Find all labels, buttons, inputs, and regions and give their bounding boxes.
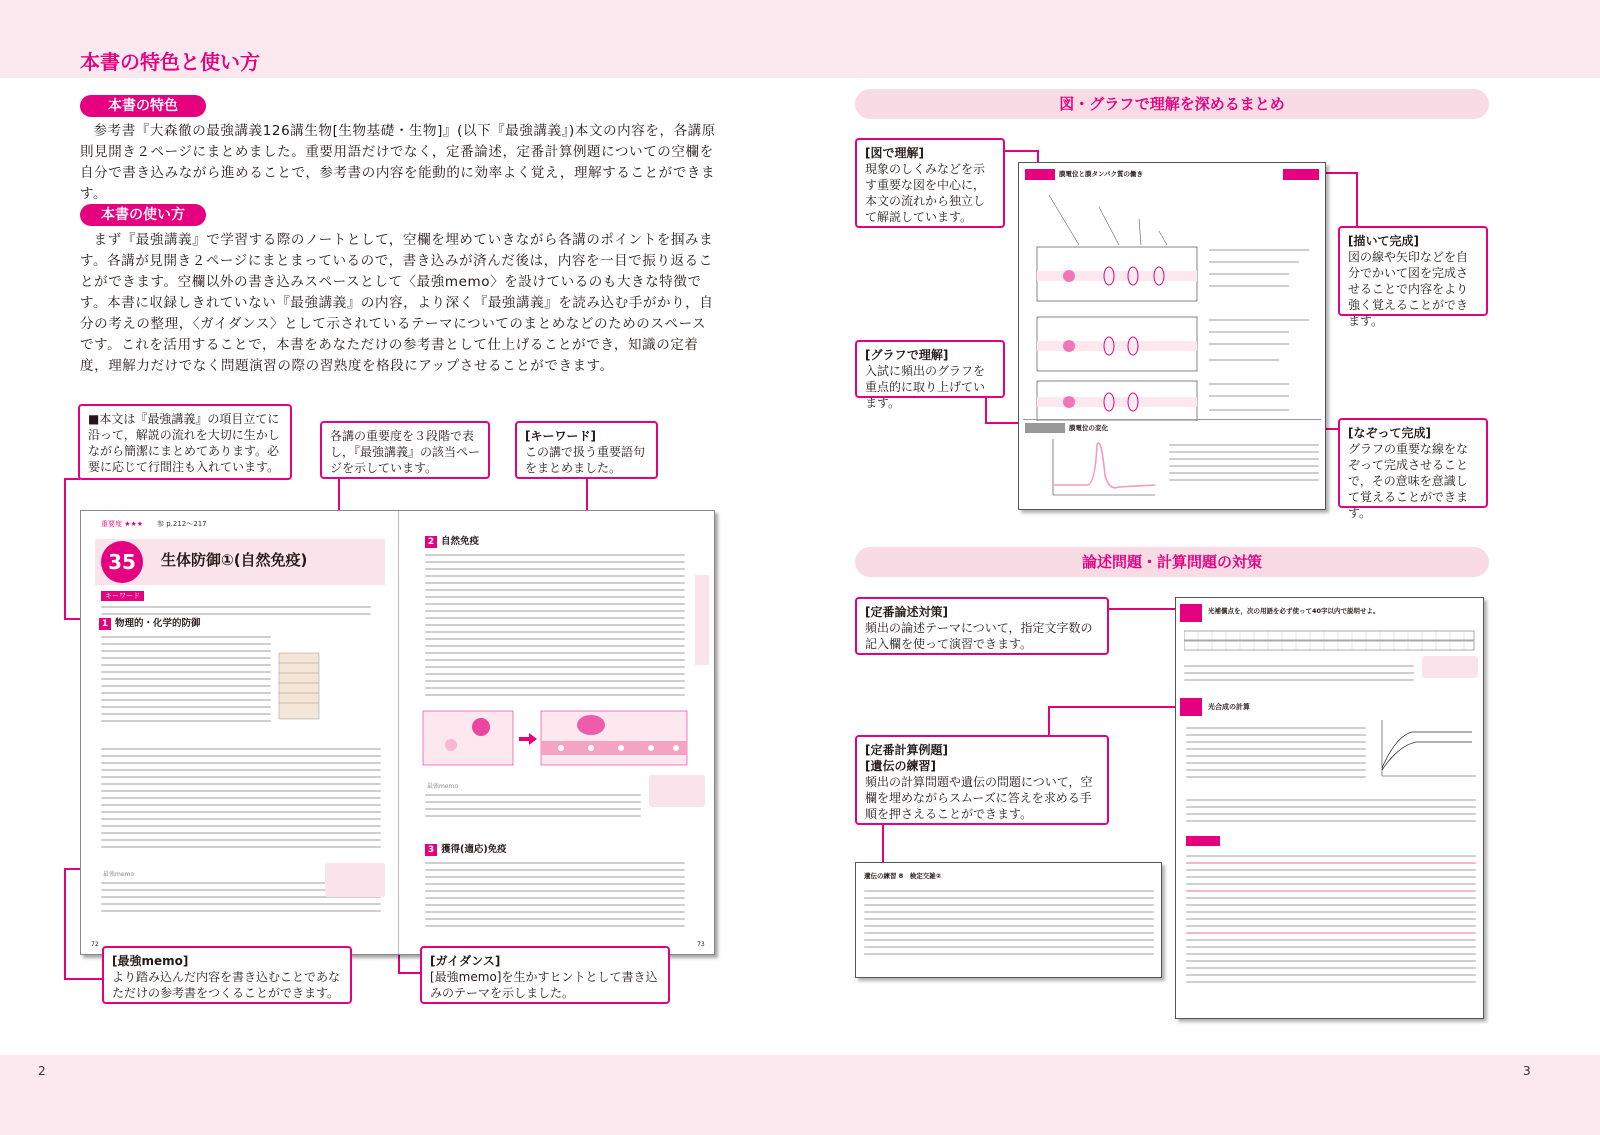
essay-callout: [855, 597, 1109, 655]
mini-fig-head: 膜電位と膜タンパク質の働き: [1059, 170, 1144, 178]
calc-callout-text: 頻出の計算問題や遺伝の問題について，空欄を埋めながらスムーズに答えを求める手順を押さえることができます。: [865, 775, 1093, 821]
usage-text: まず『最強講義』で学習する際のノートとして，空欄を埋めていきながら各講のポイントを掴みます。各講が見開き２ページにまとまっているので，書き込みが済んだ後は，内容を一目で振り返ることができます。空欄以外の書き込みスペースとして〈最強memo〉を設けているのも大きな特徴です。本書に収録しきれていない『最強講義』の内容，より深く『最強講義』を読み込む手がかり，自分の考えの整理，〈ガイダンス〉として示されているテーマについてのまとめなどのためのスペースです。これを活用することで，本書をあなただけの参考書として仕上げることができ，知識の定着度，理解力だけでなく問題演習の際の習熟度を格段にアップさせることができます。: [80, 232, 714, 374]
section-3-title: 獲得(適応)免疫: [441, 844, 507, 855]
calc-callout: [855, 735, 1109, 825]
keyword-callout-text: この講で扱う重要語句をまとめました。: [525, 445, 646, 475]
spread-gutter: [398, 511, 399, 954]
keyword-label: キーワード: [101, 591, 144, 601]
answer-tag: [1186, 836, 1220, 846]
essay-sample-page: [1175, 597, 1484, 1019]
figure-section-header: 図・グラフで理解を深めるまとめ: [855, 89, 1489, 119]
keyword-callout-title: [キーワード]: [525, 429, 596, 443]
essay-guidance: [1422, 656, 1478, 678]
chapter-number: 35: [101, 541, 143, 583]
section-2-heading: 2 自然免疫: [425, 533, 479, 548]
mini-calc-head: 光合成の計算: [1208, 703, 1250, 711]
connector-memo: [64, 868, 66, 980]
main-text-callout-text: ■本文は『最強講義』の項目立てに沿って，解説の流れを大切に生かしながら簡潔にまとめてあります。必要に応じて行間注も入れています。: [88, 412, 280, 474]
section-1-title: 物理的・化学的防御: [115, 618, 201, 629]
essay-tag: [1180, 604, 1202, 622]
memo-label-right: 最強memo: [427, 783, 459, 790]
main-text-callout: [78, 404, 292, 480]
immune-figure: [421, 707, 691, 769]
guidance-box-left: [325, 863, 385, 897]
guidance-callout: [420, 946, 670, 1004]
draw-callout-text: 図の線や矢印などを自分でかいて図を完成させることで内容をより強く覚えることができます。: [1348, 250, 1469, 328]
essay-section-header: 論述問題・計算問題の対策: [855, 547, 1489, 577]
genetics-sample-page: [855, 862, 1162, 978]
section-3-body: [425, 857, 685, 932]
guidance-callout-text: [最強memo]を生かすヒントとして書き込みのテーマを示しました。: [430, 970, 658, 1000]
keyword-callout: [515, 421, 658, 479]
figure-callout: [855, 138, 1005, 228]
memo-area-right: [425, 789, 641, 822]
graph-tag: [1025, 423, 1065, 433]
essay-grid: [1184, 630, 1476, 652]
trace-callout-text: グラフの重要な線をなぞって完成させることで，その意味を意識して覚えることができます。: [1348, 442, 1469, 520]
essay-memo: [1184, 660, 1414, 686]
features-text: 参考書『大森徹の最強講義126講生物[生物基礎・生物]』(以下『最強講義』)本文の内容を，各講原則見開き２ページにまとめました。重要用語だけでなく，定番論述，定番計算例題についての空欄を自分で書き込みながら進めることで，参考書の内容を能動的に効率よく覚え，理解することができます。: [80, 123, 716, 202]
trace-callout: [1338, 418, 1488, 520]
figure-callout-title: [図で理解]: [865, 146, 924, 160]
calc-tag: [1180, 698, 1202, 716]
section-1-heading: 1 物理的・化学的防御: [99, 615, 201, 630]
figure-callout-text: 現象のしくみなどを示す重要な図を中心に，本文の流れから独立して解説しています。: [865, 162, 986, 224]
membrane-figure: [1029, 189, 1319, 421]
usage-label: 本書の使い方: [80, 204, 206, 226]
calc-problem: [1186, 722, 1366, 783]
memo-callout-title: [最強memo]: [112, 954, 189, 968]
section-2-body: [425, 549, 685, 701]
guidance-callout-title: [ガイダンス]: [430, 954, 501, 968]
chapter-title: 生体防御①(自然免疫): [161, 551, 308, 569]
figure-sample-page: [1018, 162, 1326, 510]
calc-callout-title-1: [定番計算例題]: [865, 743, 948, 757]
graph-callout-text: 入試に頻出のグラフを重点的に取り上げています。: [865, 364, 986, 410]
trace-callout-title: [なぞって完成]: [1348, 426, 1431, 440]
graph-notes: [1169, 439, 1319, 486]
draw-callout: [1338, 226, 1488, 328]
draw-callout-title: [描いて完成]: [1348, 234, 1419, 248]
memo-callout: [102, 946, 352, 1004]
section-1-body-2: [101, 743, 381, 853]
section-2-title: 自然免疫: [441, 536, 480, 547]
connector-draw-v: [1356, 172, 1358, 228]
connector-fig: [1005, 150, 1039, 152]
connector-calc-v: [1048, 706, 1050, 736]
connector-guidance-h: [398, 972, 420, 974]
mini-genetics-head: 遺伝の練習 8 検定交雑②: [864, 872, 942, 880]
side-tab: [695, 575, 709, 665]
calc-questions: [1186, 794, 1476, 827]
bottom-band: [0, 1055, 1600, 1135]
importance-callout-text: 各講の重要度を３段階で表し，『最強講義』の該当ページを示しています。: [330, 429, 481, 475]
fig-tag: [1025, 169, 1055, 180]
spread-importance: 重要度 ★★★: [101, 520, 144, 528]
potential-graph: [1039, 435, 1159, 503]
mini-essay-head: 光補償点を，次の用語を必ず使って40字以内で説明せよ。: [1208, 607, 1380, 615]
skin-figure: [277, 651, 337, 721]
memo-label-left: 最強memo: [103, 871, 135, 878]
connector-genetics: [882, 823, 884, 863]
features-label: 本書の特色: [80, 95, 206, 117]
section-1-body: [101, 631, 271, 727]
mini-divider: [1023, 419, 1321, 420]
memo-callout-text: より踏み込んだ内容を書き込むことであなただけの参考書をつくることができます。: [112, 970, 341, 1000]
section-3-heading: 3 獲得(適応)免疫: [425, 841, 507, 856]
guidance-box-right: [649, 775, 705, 807]
essay-callout-title: [定番論述対策]: [865, 605, 948, 619]
genetics-body: [864, 885, 1154, 960]
essay-callout-text: 頻出の論述テーマについて，指定文字数の記入欄を使って演習できます。: [865, 621, 1093, 651]
right-page-number: 3: [1523, 1064, 1531, 1078]
graph-callout-title: [グラフで理解]: [865, 348, 949, 362]
left-page-number: 2: [38, 1064, 46, 1078]
connector-main-h: [64, 478, 80, 480]
connector-calc-h: [1048, 706, 1193, 708]
spread-page-right: 73: [697, 941, 705, 948]
graph-callout: [855, 340, 1005, 410]
spread-page-left: 72: [91, 941, 99, 948]
page-title: 本書の特色と使い方: [80, 50, 260, 74]
connector-main: [64, 478, 66, 620]
sample-spread: [80, 510, 715, 955]
connector-memo-h2: [64, 978, 104, 980]
mini-graph-head: 膜電位の変化: [1069, 424, 1108, 432]
draw-tag: [1283, 169, 1319, 180]
calc-answers: [1186, 850, 1476, 988]
importance-callout: [320, 421, 490, 479]
spread-page-ref: 参 p.212〜217: [157, 520, 207, 528]
connector-graph: [985, 396, 987, 424]
calc-callout-title-2: [遺伝の練習]: [865, 759, 936, 773]
photosynthesis-graph: [1372, 716, 1478, 786]
